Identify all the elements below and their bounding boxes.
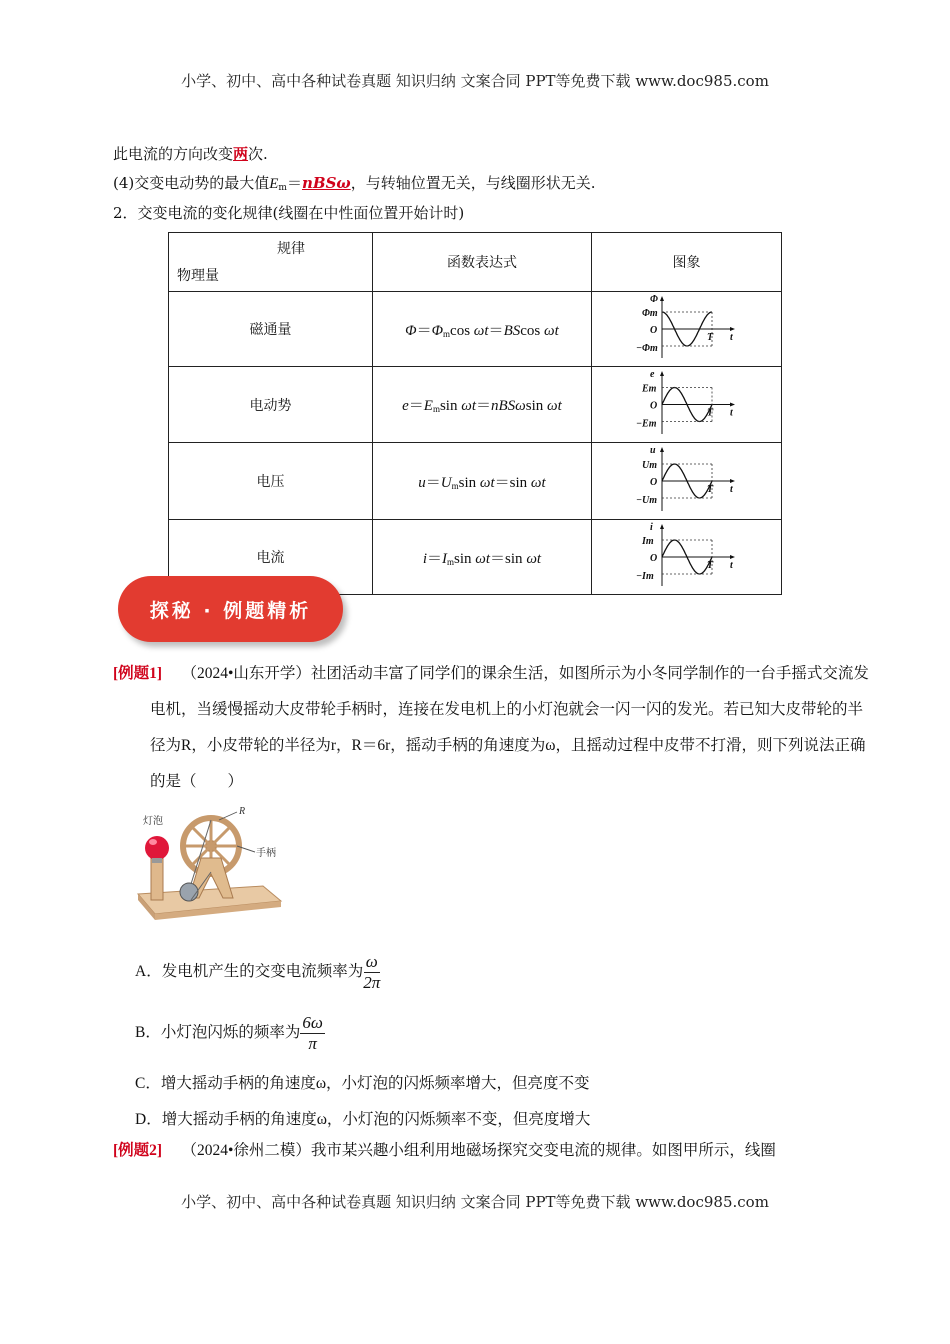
row-formula: $u=U_m\sin$ ωt＝sin ωt <box>372 443 591 520</box>
y-axis-arrow <box>660 296 664 301</box>
row-formula: $\Phi=\Phi_m\cos$ ωt＝BScos ωt <box>372 292 591 367</box>
rules-table <box>168 232 782 595</box>
t-label: t <box>729 560 733 571</box>
row-name: 电动势 <box>169 367 373 443</box>
origin-label: O <box>649 400 658 412</box>
max-label: Em <box>641 383 657 395</box>
table-header-corner: 规律 物理量 <box>169 233 373 292</box>
row-graph <box>591 520 781 595</box>
highlight-nbsw: nBSω <box>301 174 351 192</box>
section-heading: 2．交变电流的变化规律(线圈在中性面位置开始计时) <box>113 204 465 222</box>
table-header-formula: 函数表达式 <box>372 233 591 292</box>
hand-crank-generator-figure <box>133 806 283 926</box>
y-label: u <box>649 445 656 456</box>
t-label: t <box>729 332 733 343</box>
period-label: T <box>706 332 714 343</box>
example1-text: [例题1] （2024•山东开学）社团活动丰富了同学们的课余生活，如图所示为小冬同学制作的一台手摇式交流发电机，当缓慢摇动大皮带轮手柄时，连接在发电机上的小灯泡就会一闪一闪的发光。若已知大皮带轮的半径为R，小皮带轮的半径为r，R＝6r，摇动手柄的角速度为ω，且摇动过程中皮带不打滑，则下列说法正确的是（ ） <box>113 665 869 790</box>
max-label: Φm <box>641 308 658 319</box>
fraction-a: $\frac{\omega}{2\pi}$ <box>363 952 381 992</box>
min-label: −Φm <box>635 343 658 354</box>
row-graph <box>591 443 781 520</box>
table-row <box>169 292 782 367</box>
t-label: t <box>729 484 733 495</box>
page-footer: 小学、初中、高中各种试卷真题 知识归纳 文案合同 PPT等免费下载 www.doc985.com <box>181 1193 769 1211</box>
x-axis-arrow <box>730 403 735 407</box>
y-label: Φ <box>649 294 658 305</box>
option-b[interactable]: B．小灯泡闪烁的频率为 $\frac{6\omega}{\pi}$ <box>135 1013 323 1053</box>
intro-line-2: (4)交变电动势的最大值$E_m=nBS\omega$，与转轴位置无关，与线圈形状无关. <box>113 174 596 193</box>
row-name: 电流 <box>169 520 373 595</box>
row-formula: $i=I_m\sin$ ωt＝sin ωt <box>372 520 591 595</box>
period-label: T <box>706 407 714 419</box>
highlight-two: 两 <box>233 145 249 163</box>
period-label: T <box>706 560 714 571</box>
example2-label: [例题2] <box>113 1142 163 1159</box>
y-axis-arrow <box>660 524 664 529</box>
row-name: 电压 <box>169 443 373 520</box>
x-axis-arrow <box>730 327 735 331</box>
option-c[interactable]: C．增大摇动手柄的角速度ω，小灯泡的闪烁频率增大，但亮度不变 <box>135 1075 590 1092</box>
max-label: Um <box>641 460 657 471</box>
y-axis-arrow <box>660 447 664 452</box>
option-d[interactable]: D．增大摇动手柄的角速度ω，小灯泡的闪烁频率不变，但亮度增大 <box>135 1111 591 1128</box>
flux-graph <box>592 292 781 362</box>
example2-text: [例题2] （2024•徐州二模）我市某兴趣小组利用地磁场探究交变电流的规律。如图甲所示，线圈 <box>113 1142 776 1159</box>
origin-label: O <box>649 477 658 488</box>
x-axis-arrow <box>730 555 735 559</box>
min-label: −Em <box>635 418 657 430</box>
row-graph <box>591 292 781 367</box>
row-name: 磁通量 <box>169 292 373 367</box>
min-label: −Im <box>635 571 654 582</box>
table-row <box>169 367 782 443</box>
emf-graph <box>592 367 781 438</box>
table-header-graph: 图象 <box>591 233 781 292</box>
fraction-b: $\frac{6\omega}{\pi}$ <box>302 1013 323 1053</box>
fig-label-bulb: 灯泡 <box>143 816 163 827</box>
y-axis-arrow <box>660 371 664 376</box>
page-header: 小学、初中、高中各种试卷真题 知识归纳 文案合同 PPT等免费下载 www.doc985.com <box>181 72 769 90</box>
period-label: T <box>706 484 714 495</box>
origin-label: O <box>649 325 658 336</box>
table-row <box>169 443 782 520</box>
min-label: −Um <box>635 495 658 506</box>
example1-label: [例题1] <box>113 665 163 682</box>
row-formula: $e=E_m\sin$ ωt＝nBSωsin ωt <box>372 367 591 443</box>
y-label: e <box>649 369 655 380</box>
origin-label: O <box>649 553 658 564</box>
t-label: t <box>729 407 733 419</box>
fig-label-R: R <box>239 806 246 817</box>
voltage-graph <box>592 443 781 515</box>
y-label: i <box>649 522 653 533</box>
option-a[interactable]: A．发电机产生的交变电流频率为 $\frac{\omega}{2\pi}$ <box>135 952 381 992</box>
current-graph <box>592 520 781 590</box>
section-banner: 探秘 · 例题精析 <box>118 576 343 642</box>
x-axis-arrow <box>730 479 735 483</box>
intro-line-1: 此电流的方向改变两次. <box>113 145 268 163</box>
row-graph <box>591 367 781 443</box>
max-label: Im <box>641 536 654 547</box>
fig-label-handle: 手柄 <box>256 848 276 859</box>
